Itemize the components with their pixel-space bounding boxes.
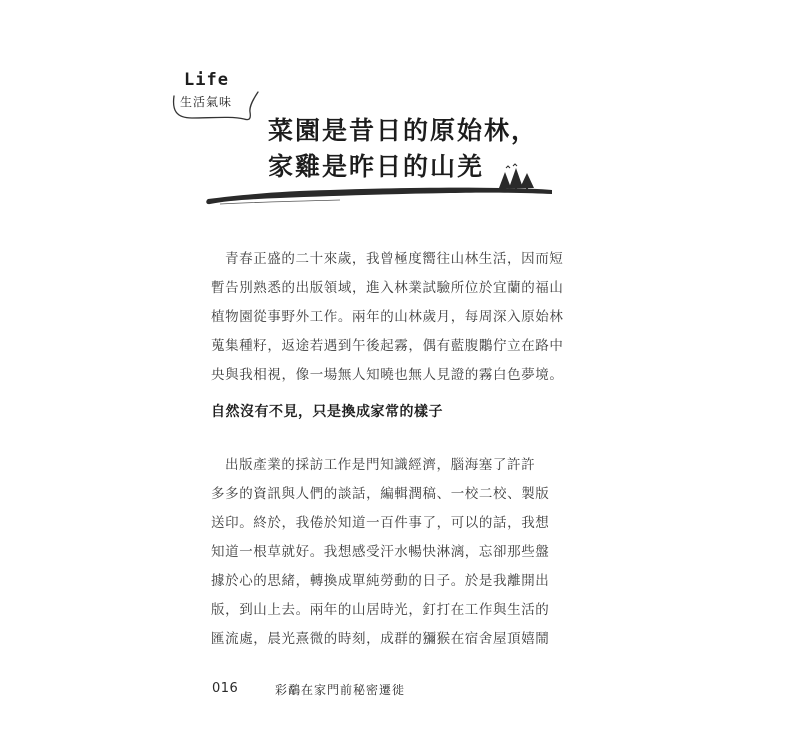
- chapter-title-line-1: 菜園是昔日的原始林，: [268, 116, 539, 145]
- badge-subtitle: 生活氣味: [180, 95, 233, 109]
- badge-title: Life: [184, 70, 229, 90]
- paragraph-line: 版，到山上去。兩年的山居時光，釘打在工作與生活的: [211, 602, 550, 618]
- paragraph-1: [211, 245, 564, 390]
- paragraph-line: 多多的資訊與人們的談話，編輯潤稿、一校二校、製版: [211, 486, 550, 502]
- paragraph-line: 央與我相視，像一場無人知曉也無人見證的霧白色夢境。: [211, 367, 564, 383]
- birds-icon: [506, 164, 517, 168]
- paragraph-2: [211, 451, 561, 654]
- paragraph-line: 匯流處，晨光熹微的時刻，成群的獼猴在宿舍屋頂嬉鬧: [211, 631, 550, 647]
- life-badge: [170, 70, 260, 130]
- ground-illustration: [200, 160, 560, 212]
- paragraph-line: 據於心的思緒，轉換成單純勞動的日子。於是我離開出: [211, 573, 550, 589]
- page-number: 016: [212, 681, 239, 696]
- pine-trees-icon: [499, 168, 534, 192]
- ground-stroke-icon: [206, 188, 552, 205]
- paragraph-line: 出版產業的採訪工作是門知識經濟，腦海塞了許許: [225, 457, 536, 473]
- paragraph-line: 植物園從事野外工作。兩年的山林歲月，每周深入原始林: [211, 309, 564, 325]
- paragraph-line: 送印。終於，我倦於知道一百件事了，可以的話，我想: [211, 515, 550, 531]
- paragraph-line: 知道一根草就好。我想感受汗水暢快淋漓，忘卻那些盤: [211, 544, 550, 560]
- paragraph-line: 蒐集種籽，返途若遇到午後起霧，偶有藍腹鷴佇立在路中: [211, 338, 564, 354]
- section-subheading: 自然沒有不見，只是換成家常的樣子: [211, 404, 443, 420]
- paragraph-line: 青春正盛的二十來歲，我曾極度嚮往山林生活，因而短: [225, 251, 564, 267]
- paragraph-line: 暫告別熟悉的出版領域，進入林業試驗所位於宜蘭的福山: [211, 280, 564, 296]
- chapter-title-line-2: 家雞是昨日的山羌: [268, 152, 485, 181]
- running-footer-book-title: 彩鷸在家門前秘密遷徙: [275, 683, 406, 697]
